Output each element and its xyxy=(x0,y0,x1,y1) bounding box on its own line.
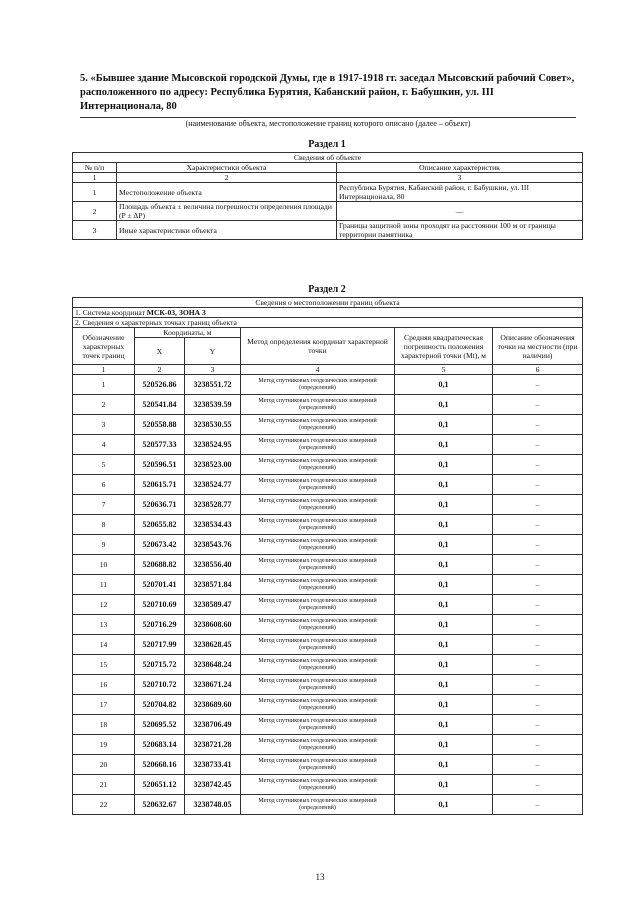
table-row xyxy=(73,365,583,375)
y-coordinate: 3238543.76 xyxy=(185,535,241,555)
x-coordinate: 520683.14 xyxy=(135,735,185,755)
table-row xyxy=(73,415,583,435)
mean-error: 0,1 xyxy=(395,395,493,415)
points-header: 2. Сведения о характерных точках границ объекта xyxy=(73,318,583,328)
x-coordinate: 520651.12 xyxy=(135,775,185,795)
method: Метод спутниковых геодезических измерений (определений) xyxy=(241,555,395,575)
table-row xyxy=(73,495,583,515)
point-number: 19 xyxy=(73,735,135,755)
point-description: – xyxy=(493,655,583,675)
characteristic: Местоположение объекта xyxy=(117,183,337,202)
point-description: – xyxy=(493,575,583,595)
mean-error: 0,1 xyxy=(395,495,493,515)
x-coordinate: 520615.71 xyxy=(135,475,185,495)
method: Метод спутниковых геодезических измерений (определений) xyxy=(241,495,395,515)
table-row xyxy=(73,173,583,183)
coordinate-system xyxy=(73,308,583,318)
page-number: 13 xyxy=(315,872,325,882)
point-description: – xyxy=(493,675,583,695)
x-coordinate: 520541.84 xyxy=(135,395,185,415)
table-row xyxy=(73,775,583,795)
x-coordinate: 520668.16 xyxy=(135,755,185,775)
mean-error: 0,1 xyxy=(395,435,493,455)
mean-error: 0,1 xyxy=(395,595,493,615)
method: Метод спутниковых геодезических измерений (определений) xyxy=(241,795,395,815)
point-number: 5 xyxy=(73,455,135,475)
y-header: Y xyxy=(185,338,241,365)
table-row xyxy=(73,595,583,615)
point-description: – xyxy=(493,595,583,615)
point-description: – xyxy=(493,375,583,395)
points-body xyxy=(73,375,583,815)
point-description: – xyxy=(493,455,583,475)
col-num: 4 xyxy=(241,365,395,375)
table-header-row xyxy=(73,163,583,173)
table-row xyxy=(73,183,583,202)
method: Метод спутниковых геодезических измерений (определений) xyxy=(241,435,395,455)
point-number: 7 xyxy=(73,495,135,515)
x-coordinate: 520716.29 xyxy=(135,615,185,635)
y-coordinate: 3238524.77 xyxy=(185,475,241,495)
table-header-row xyxy=(73,328,583,338)
point-description: – xyxy=(493,435,583,455)
section2-header: Сведения о местоположении границ объекта xyxy=(73,298,583,308)
method: Метод спутниковых геодезических измерений (определений) xyxy=(241,735,395,755)
point-number: 14 xyxy=(73,635,135,655)
mean-error: 0,1 xyxy=(395,675,493,695)
method: Метод спутниковых геодезических измерений (определений) xyxy=(241,655,395,675)
y-coordinate: 3238556.40 xyxy=(185,555,241,575)
table-header-row xyxy=(73,308,583,318)
row-number: 1 xyxy=(73,183,117,202)
point-number: 17 xyxy=(73,695,135,715)
y-coordinate: 3238706.49 xyxy=(185,715,241,735)
table-row xyxy=(73,375,583,395)
col-num: 2 xyxy=(117,173,337,183)
mean-error: 0,1 xyxy=(395,575,493,595)
point-number: 21 xyxy=(73,775,135,795)
point-number: 6 xyxy=(73,475,135,495)
coordinates-header: Координаты, м xyxy=(135,328,241,338)
method: Метод спутниковых геодезических измерений (определений) xyxy=(241,575,395,595)
point-description: – xyxy=(493,775,583,795)
point-description: – xyxy=(493,415,583,435)
point-number: 22 xyxy=(73,795,135,815)
y-coordinate: 3238608.60 xyxy=(185,615,241,635)
method: Метод спутниковых геодезических измерений (определений) xyxy=(241,395,395,415)
section2-title: Раздел 2 xyxy=(308,284,346,295)
point-number: 8 xyxy=(73,515,135,535)
point-description: – xyxy=(493,755,583,775)
point-number: 20 xyxy=(73,755,135,775)
table-row xyxy=(73,455,583,475)
method: Метод спутниковых геодезических измерений (определений) xyxy=(241,635,395,655)
mean-error: 0,1 xyxy=(395,415,493,435)
point-number: 9 xyxy=(73,535,135,555)
mean-error: 0,1 xyxy=(395,715,493,735)
table-header-row xyxy=(73,318,583,328)
x-coordinate: 520717.99 xyxy=(135,635,185,655)
object-info-table xyxy=(72,152,583,240)
mean-error: 0,1 xyxy=(395,475,493,495)
table-row xyxy=(73,555,583,575)
method: Метод спутниковых геодезических измерений (определений) xyxy=(241,695,395,715)
mean-error: 0,1 xyxy=(395,795,493,815)
mean-error: 0,1 xyxy=(395,555,493,575)
characteristic: Площадь объекта ± величина погрешности определения площади (P ± ΔP) xyxy=(117,202,337,221)
method: Метод спутниковых геодезических измерений (определений) xyxy=(241,515,395,535)
table-header-row xyxy=(73,153,583,163)
col-num: 6 xyxy=(493,365,583,375)
mean-error: 0,1 xyxy=(395,655,493,675)
point-number: 2 xyxy=(73,395,135,415)
point-description: – xyxy=(493,795,583,815)
point-description: – xyxy=(493,715,583,735)
mean-error: 0,1 xyxy=(395,375,493,395)
table-row xyxy=(73,575,583,595)
error-header: Средняя квадратическая погрешность положения характерной точки (Mt), м xyxy=(395,328,493,365)
table-row xyxy=(73,735,583,755)
y-coordinate: 3238589.47 xyxy=(185,595,241,615)
y-coordinate: 3238628.45 xyxy=(185,635,241,655)
section1-header: Сведения об объекте xyxy=(73,153,583,163)
method: Метод спутниковых геодезических измерений (определений) xyxy=(241,535,395,555)
x-coordinate: 520558.88 xyxy=(135,415,185,435)
mean-error: 0,1 xyxy=(395,515,493,535)
x-coordinate: 520577.33 xyxy=(135,435,185,455)
y-coordinate: 3238530.55 xyxy=(185,415,241,435)
point-number: 11 xyxy=(73,575,135,595)
coordinate-system-label: 1. Система координат xyxy=(75,308,147,317)
point-number: 4 xyxy=(73,435,135,455)
table-row xyxy=(73,221,583,240)
y-coordinate: 3238528.77 xyxy=(185,495,241,515)
method-header: Метод определения координат характерной точки xyxy=(241,328,395,365)
col-num: 1 xyxy=(73,365,135,375)
col-num: 2 xyxy=(135,365,185,375)
y-coordinate: 3238721.28 xyxy=(185,735,241,755)
point-description: – xyxy=(493,615,583,635)
x-coordinate: 520688.82 xyxy=(135,555,185,575)
point-number: 15 xyxy=(73,655,135,675)
x-coordinate: 520710.69 xyxy=(135,595,185,615)
table-row xyxy=(73,675,583,695)
mean-error: 0,1 xyxy=(395,535,493,555)
table-row xyxy=(73,635,583,655)
col-description-header: Описание характеристик xyxy=(337,163,583,173)
y-coordinate: 3238648.24 xyxy=(185,655,241,675)
col-num: 3 xyxy=(337,173,583,183)
col-characteristic-header: Характеристики объекта xyxy=(117,163,337,173)
point-number: 3 xyxy=(73,415,135,435)
point-description: – xyxy=(493,475,583,495)
y-coordinate: 3238671.24 xyxy=(185,675,241,695)
point-number: 13 xyxy=(73,615,135,635)
point-description: – xyxy=(493,395,583,415)
point-description: – xyxy=(493,735,583,755)
x-coordinate: 520596.51 xyxy=(135,455,185,475)
mean-error: 0,1 xyxy=(395,455,493,475)
y-coordinate: 3238524.95 xyxy=(185,435,241,455)
table-row xyxy=(73,395,583,415)
mean-error: 0,1 xyxy=(395,775,493,795)
x-coordinate: 520715.72 xyxy=(135,655,185,675)
table-row xyxy=(73,795,583,815)
point-number: 18 xyxy=(73,715,135,735)
method: Метод спутниковых геодезических измерений (определений) xyxy=(241,615,395,635)
point-description: – xyxy=(493,535,583,555)
document-title: 5. «Бывшее здание Мысовской городской Думы, где в 1917-1918 гг. заседал Мысовский рабочий Совет», расположенного по адресу: Республика Бурятия, Кабанский район, г. Бабушкин, ул. III Интернационала, 80 xyxy=(80,73,575,112)
x-coordinate: 520632.67 xyxy=(135,795,185,815)
description: — xyxy=(337,202,583,221)
table-row xyxy=(73,515,583,535)
characteristic: Иные характеристики объекта xyxy=(117,221,337,240)
row-number: 3 xyxy=(73,221,117,240)
x-coordinate: 520636.71 xyxy=(135,495,185,515)
y-coordinate: 3238551.72 xyxy=(185,375,241,395)
point-description: – xyxy=(493,635,583,655)
mean-error: 0,1 xyxy=(395,615,493,635)
x-coordinate: 520704.82 xyxy=(135,695,185,715)
col-num: 3 xyxy=(185,365,241,375)
table-row xyxy=(73,655,583,675)
table-row xyxy=(73,755,583,775)
method: Метод спутниковых геодезических измерений (определений) xyxy=(241,455,395,475)
table-row xyxy=(73,695,583,715)
point-description: – xyxy=(493,555,583,575)
point-number: 12 xyxy=(73,595,135,615)
y-coordinate: 3238539.59 xyxy=(185,395,241,415)
description: Границы защитной зоны проходят на расстоянии 100 м от границы территории памятника xyxy=(337,221,583,240)
table-row xyxy=(73,435,583,455)
description: Республика Бурятия, Кабанский район, г. Бабушкин, ул. III Интернационала, 80 xyxy=(337,183,583,202)
point-description: – xyxy=(493,695,583,715)
mean-error: 0,1 xyxy=(395,755,493,775)
method: Метод спутниковых геодезических измерений (определений) xyxy=(241,415,395,435)
method: Метод спутниковых геодезических измерений (определений) xyxy=(241,595,395,615)
point-number: 10 xyxy=(73,555,135,575)
method: Метод спутниковых геодезических измерений (определений) xyxy=(241,775,395,795)
x-coordinate: 520710.72 xyxy=(135,675,185,695)
mean-error: 0,1 xyxy=(395,695,493,715)
y-coordinate: 3238748.05 xyxy=(185,795,241,815)
x-coordinate: 520701.41 xyxy=(135,575,185,595)
x-coordinate: 520655.82 xyxy=(135,515,185,535)
x-header: X xyxy=(135,338,185,365)
method: Метод спутниковых геодезических измерений (определений) xyxy=(241,715,395,735)
point-description: – xyxy=(493,515,583,535)
mean-error: 0,1 xyxy=(395,635,493,655)
table-row xyxy=(73,535,583,555)
x-coordinate: 520673.42 xyxy=(135,535,185,555)
col-number-header: № п/п xyxy=(73,163,117,173)
x-coordinate: 520695.52 xyxy=(135,715,185,735)
coordinate-system-value: МСК-03, ЗОНА 3 xyxy=(146,308,206,317)
y-coordinate: 3238742.45 xyxy=(185,775,241,795)
table-row xyxy=(73,475,583,495)
col-num: 5 xyxy=(395,365,493,375)
method: Метод спутниковых геодезических измерений (определений) xyxy=(241,375,395,395)
method: Метод спутниковых геодезических измерений (определений) xyxy=(241,755,395,775)
col-num: 1 xyxy=(73,173,117,183)
y-coordinate: 3238733.41 xyxy=(185,755,241,775)
section1-title: Раздел 1 xyxy=(308,139,346,150)
table-row xyxy=(73,715,583,735)
table-row xyxy=(73,202,583,221)
mean-error: 0,1 xyxy=(395,735,493,755)
y-coordinate: 3238534.43 xyxy=(185,515,241,535)
table-header-row xyxy=(73,298,583,308)
title-underline xyxy=(80,117,576,118)
point-number: 1 xyxy=(73,375,135,395)
y-coordinate: 3238523.00 xyxy=(185,455,241,475)
boundary-points-table xyxy=(72,297,583,815)
table-row xyxy=(73,615,583,635)
x-coordinate: 520526.86 xyxy=(135,375,185,395)
y-coordinate: 3238689.60 xyxy=(185,695,241,715)
point-description: – xyxy=(493,495,583,515)
point-designation-header: Обозначение характерных точек границ xyxy=(73,328,135,365)
point-description-header: Описание обозначения точки на местности (при наличии) xyxy=(493,328,583,365)
method: Метод спутниковых геодезических измерений (определений) xyxy=(241,675,395,695)
row-number: 2 xyxy=(73,202,117,221)
title-caption: (наименование объекта, местоположение границ которого описано (далее – объект) xyxy=(185,119,471,128)
method: Метод спутниковых геодезических измерений (определений) xyxy=(241,475,395,495)
y-coordinate: 3238571.84 xyxy=(185,575,241,595)
point-number: 16 xyxy=(73,675,135,695)
